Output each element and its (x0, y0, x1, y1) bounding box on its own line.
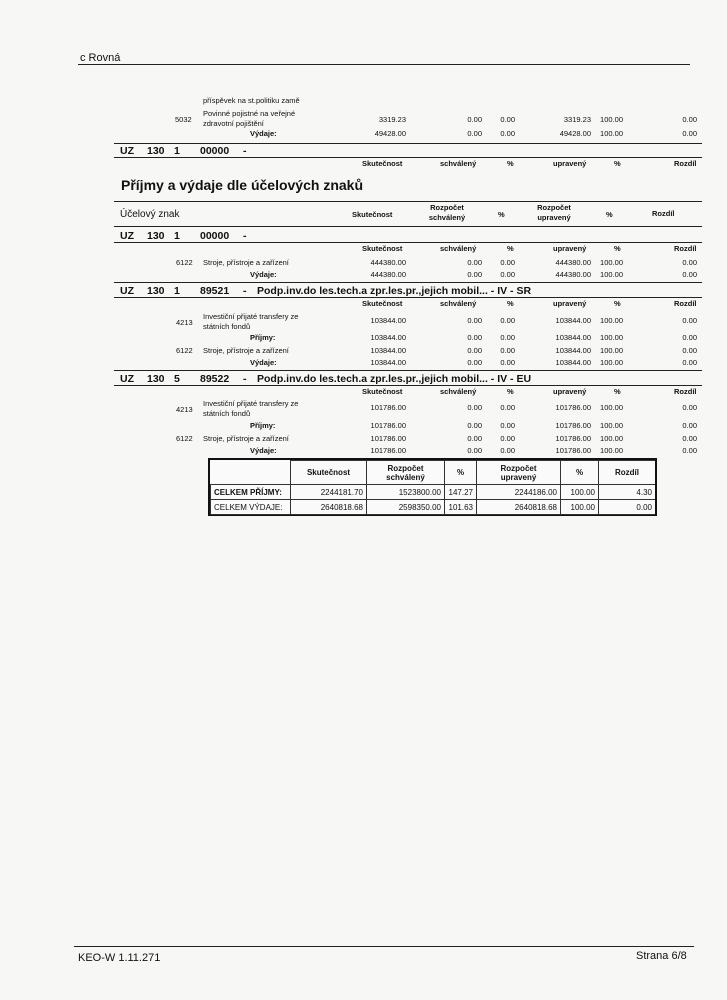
uz-num: 130 (147, 230, 165, 242)
sum-prijmy-upraveny: 2244186.00 (477, 485, 561, 500)
val-pct2: 100.00 (600, 346, 623, 355)
val-pct1: 0.00 (500, 434, 515, 443)
row-code: 5032 (175, 115, 192, 124)
sum-head-pct2: % (561, 461, 599, 485)
head-schvaleny: schválený (428, 213, 466, 222)
col-upraveny: upravený (553, 159, 587, 168)
val-upraveny: 3319.23 (563, 115, 591, 124)
col-schvaleny: schválený (440, 299, 477, 308)
head-rozdil: Rozdíl (652, 209, 675, 218)
val-rozdil: 0.00 (682, 403, 697, 412)
col-pct1: % (507, 244, 514, 253)
val-pct2: 100.00 (600, 270, 623, 279)
sum-prijmy-pct2: 100.00 (561, 485, 599, 500)
val-skutecnost: 101786.00 (370, 446, 406, 455)
val-rozdil: 0.00 (682, 129, 697, 138)
sum-head-rozpocet-schvaleny (367, 461, 445, 485)
val-skutecnost: 444380.00 (370, 270, 406, 279)
uz-name: Podp.inv.do les.tech.a zpr.les.pr.,jejich mobil... - IV - SR (257, 285, 532, 297)
val-schvaleny: 0.00 (467, 421, 482, 430)
val-skutecnost: 49428.00 (374, 129, 406, 138)
val-pct2: 100.00 (600, 434, 623, 443)
val-rozdil: 0.00 (682, 421, 697, 430)
val-rozdil: 0.00 (682, 446, 697, 455)
section-head-rule (114, 226, 702, 227)
summary-table (208, 458, 657, 516)
sum-head-schvaleny: schválený (386, 472, 425, 482)
total-label: Výdaje: (250, 129, 277, 138)
val-schvaleny: 0.00 (467, 115, 482, 124)
col-upraveny: upravený (553, 387, 587, 396)
val-pct1: 0.00 (500, 115, 515, 124)
sum-prijmy-rozdil: 4.30 (599, 485, 656, 500)
footer-rule (74, 946, 694, 947)
sum-head-rozpocet: Rozpočet (500, 463, 537, 473)
uz-rule (114, 297, 702, 298)
total-label: Výdaje: (250, 446, 277, 455)
uz-name: Podp.inv.do les.tech.a zpr.les.pr.,jejich mobil... - IV - EU (257, 373, 532, 385)
row-desc: státních fondů (203, 322, 251, 331)
row-desc: Stroje, přístroje a zařízení (203, 346, 289, 355)
col-upraveny: upravený (553, 244, 587, 253)
uz-code: 00000 (200, 145, 230, 157)
sum-prijmy-schvaleny: 1523800.00 (367, 485, 445, 500)
val-schvaleny: 0.00 (467, 446, 482, 455)
org-name: c Rovná (80, 52, 121, 64)
val-pct2: 100.00 (600, 421, 623, 430)
head-rozpocet: Rozpočet (537, 203, 571, 212)
val-pct1: 0.00 (500, 403, 515, 412)
head-pct1: % (498, 210, 505, 219)
val-skutecnost: 444380.00 (370, 258, 406, 267)
val-rozdil: 0.00 (682, 358, 697, 367)
val-pct2: 100.00 (600, 446, 623, 455)
val-schvaleny: 0.00 (467, 333, 482, 342)
sum-vydaje-skutecnost: 2640818.68 (291, 500, 367, 515)
col-pct2: % (614, 387, 621, 396)
uz-rule (114, 143, 702, 144)
row-code: 6122 (176, 434, 193, 443)
val-upraveny: 103844.00 (555, 358, 591, 367)
row-code: 4213 (176, 405, 193, 414)
section-title: Příjmy a výdaje dle účelových znaků (121, 177, 363, 193)
uz-num: 130 (147, 145, 165, 157)
val-upraveny: 103844.00 (555, 333, 591, 342)
val-pct1: 0.00 (500, 358, 515, 367)
val-pct2: 100.00 (600, 258, 623, 267)
col-skutecnost: Skutečnost (362, 159, 403, 168)
uz-label: UZ (120, 373, 134, 385)
val-schvaleny: 0.00 (467, 316, 482, 325)
sum-vydaje-upraveny: 2640818.68 (477, 500, 561, 515)
col-skutecnost: Skutečnost (362, 299, 403, 308)
uz-code: 89521 (200, 285, 230, 297)
col-pct2: % (614, 299, 621, 308)
row-code: 4213 (176, 318, 193, 327)
head-pct2: % (606, 210, 613, 219)
footer-page: Strana 6/8 (636, 950, 687, 962)
col-pct2: % (614, 159, 621, 168)
val-skutecnost: 103844.00 (370, 316, 406, 325)
footer-version: KEO-W 1.11.271 (78, 952, 161, 964)
val-skutecnost: 103844.00 (370, 333, 406, 342)
val-pct1: 0.00 (500, 270, 515, 279)
val-rozdil: 0.00 (682, 333, 697, 342)
val-pct1: 0.00 (500, 333, 515, 342)
sum-vydaje-pct1: 101.63 (445, 500, 477, 515)
row-code: 6122 (176, 258, 193, 267)
val-upraveny: 101786.00 (555, 421, 591, 430)
sum-head-rozdil: Rozdíl (599, 461, 656, 485)
val-pct1: 0.00 (500, 258, 515, 267)
val-schvaleny: 0.00 (467, 434, 482, 443)
val-skutecnost: 103844.00 (370, 358, 406, 367)
uz-dash: - (243, 285, 247, 297)
uz-dash: - (243, 230, 247, 242)
sum-head-skutecnost: Skutečnost (291, 461, 367, 485)
uz-num: 130 (147, 373, 165, 385)
col-pct1: % (507, 387, 514, 396)
sum-head-rozpocet-upraveny (477, 461, 561, 485)
uz-code: 89522 (200, 373, 230, 385)
val-upraveny: 103844.00 (555, 346, 591, 355)
row-desc: Povinné pojistné na veřejné (203, 109, 296, 118)
uz-label: UZ (120, 145, 134, 157)
uz-rule (114, 370, 702, 371)
val-rozdil: 0.00 (682, 316, 697, 325)
col-schvaleny: schválený (440, 387, 477, 396)
uz-rule (114, 385, 702, 386)
row-desc: Investiční přijaté transfery ze (203, 312, 299, 321)
val-pct2: 100.00 (600, 358, 623, 367)
val-schvaleny: 0.00 (467, 403, 482, 412)
head-ucelovy-znak: Účelový znak (120, 209, 180, 220)
val-rozdil: 0.00 (682, 434, 697, 443)
val-pct1: 0.00 (500, 129, 515, 138)
val-upraveny: 444380.00 (555, 270, 591, 279)
row-desc: Investiční přijaté transfery ze (203, 399, 299, 408)
val-skutecnost: 103844.00 (370, 346, 406, 355)
sum-vydaje-label: CELKEM VÝDAJE: (211, 500, 291, 515)
sum-vydaje-rozdil: 0.00 (599, 500, 656, 515)
uz-rule (114, 242, 702, 243)
val-rozdil: 0.00 (682, 346, 697, 355)
uz-rule (114, 282, 702, 283)
summary-corner (211, 461, 291, 485)
col-rozdil: Rozdíl (674, 387, 697, 396)
uz-sub: 5 (174, 373, 180, 385)
uz-sub: 1 (174, 145, 180, 157)
col-skutecnost: Skutečnost (362, 387, 403, 396)
val-pct2: 100.00 (600, 115, 623, 124)
header-rule (78, 64, 690, 65)
total-label: Příjmy: (250, 333, 276, 342)
col-rozdil: Rozdíl (674, 244, 697, 253)
val-rozdil: 0.00 (682, 258, 697, 267)
col-schvaleny: schválený (440, 159, 477, 168)
sum-vydaje-schvaleny: 2598350.00 (367, 500, 445, 515)
sum-head-rozpocet: Rozpočet (387, 463, 424, 473)
uz-dash: - (243, 145, 247, 157)
row-desc: Stroje, přístroje a zařízení (203, 258, 289, 267)
sum-prijmy-pct1: 147.27 (445, 485, 477, 500)
val-pct2: 100.00 (600, 316, 623, 325)
col-rozdil: Rozdíl (674, 159, 697, 168)
row-desc: státních fondů (203, 409, 251, 418)
val-schvaleny: 0.00 (467, 346, 482, 355)
uz-sub: 1 (174, 230, 180, 242)
sum-head-upraveny: upravený (500, 472, 537, 482)
col-upraveny: upravený (553, 299, 587, 308)
val-skutecnost: 101786.00 (370, 421, 406, 430)
head-upraveny: upravený (537, 213, 571, 222)
col-rozdil: Rozdíl (674, 299, 697, 308)
sum-prijmy-label: CELKEM PŘÍJMY: (211, 485, 291, 500)
val-schvaleny: 0.00 (467, 258, 482, 267)
val-pct1: 0.00 (500, 421, 515, 430)
uz-sub: 1 (174, 285, 180, 297)
val-upraveny: 444380.00 (555, 258, 591, 267)
sum-vydaje-pct2: 100.00 (561, 500, 599, 515)
col-schvaleny: schválený (440, 244, 477, 253)
total-label: Výdaje: (250, 270, 277, 279)
col-pct1: % (507, 159, 514, 168)
row-desc: Stroje, přístroje a zařízení (203, 434, 289, 443)
val-rozdil: 0.00 (682, 115, 697, 124)
section-head-rule (114, 201, 702, 202)
sum-prijmy-skutecnost: 2244181.70 (291, 485, 367, 500)
total-label: Výdaje: (250, 358, 277, 367)
val-pct1: 0.00 (500, 346, 515, 355)
uz-num: 130 (147, 285, 165, 297)
col-pct1: % (507, 299, 514, 308)
uz-label: UZ (120, 285, 134, 297)
sum-head-pct1: % (445, 461, 477, 485)
val-pct1: 0.00 (500, 446, 515, 455)
head-rozpocet: Rozpočet (430, 203, 464, 212)
val-schvaleny: 0.00 (467, 270, 482, 279)
total-label: Příjmy: (250, 421, 276, 430)
val-pct2: 100.00 (600, 403, 623, 412)
val-upraveny: 101786.00 (555, 446, 591, 455)
uz-dash: - (243, 373, 247, 385)
col-skutecnost: Skutečnost (362, 244, 403, 253)
val-pct2: 100.00 (600, 333, 623, 342)
uz-rule (114, 157, 702, 158)
uz-label: UZ (120, 230, 134, 242)
val-pct2: 100.00 (600, 129, 623, 138)
val-pct1: 0.00 (500, 316, 515, 325)
row-code: 6122 (176, 346, 193, 355)
val-rozdil: 0.00 (682, 270, 697, 279)
val-skutecnost: 101786.00 (370, 434, 406, 443)
val-upraveny: 49428.00 (559, 129, 591, 138)
val-upraveny: 101786.00 (555, 403, 591, 412)
val-skutecnost: 101786.00 (370, 403, 406, 412)
val-schvaleny: 0.00 (467, 358, 482, 367)
val-upraveny: 101786.00 (555, 434, 591, 443)
head-skutecnost: Skutečnost (352, 210, 393, 219)
uz-code: 00000 (200, 230, 230, 242)
col-pct2: % (614, 244, 621, 253)
val-upraveny: 103844.00 (555, 316, 591, 325)
cont-desc: příspěvek na st.politiku zamě (203, 96, 300, 105)
val-schvaleny: 0.00 (467, 129, 482, 138)
row-desc: zdravotní pojištění (203, 119, 264, 128)
val-skutecnost: 3319.23 (378, 115, 406, 124)
